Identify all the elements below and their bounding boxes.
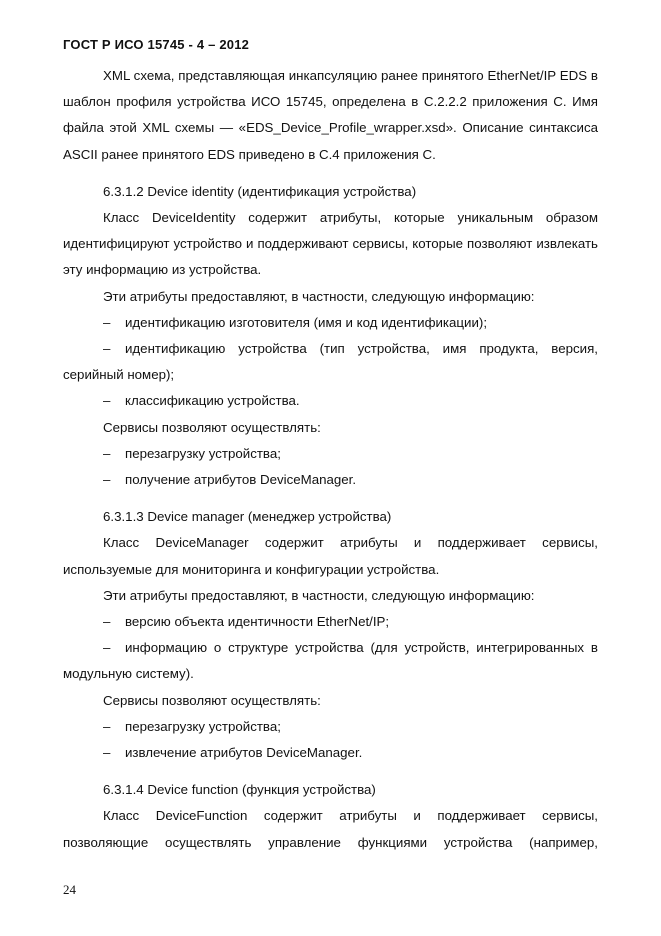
paragraph: Класс DeviceManager содержит атрибуты и поддерживает сервисы, используемые для мониторинга и конфигурации устройства. — [63, 535, 598, 577]
list-item: – идентификацию изготовителя (имя и код идентификации); — [63, 310, 598, 336]
paragraph: Класс DeviceFunction содержит атрибуты и поддерживает сервисы, позволяющие осуществлять управление функциями устройства (например, — [63, 808, 598, 850]
dash-bullet: – — [103, 640, 111, 656]
intro-paragraph: XML схема, представляющая инкапсуляцию ранее принятого EtherNet/IP EDS в шаблон профиля устройства ИСО 15745, определена в С.2.2.2 приложения С. Имя файла этой XML схемы — «EDS_Device_Profile_wrapper.xsd». Описание синтаксиса ASCII ранее принятого EDS приведено в С.4 приложения С. — [63, 68, 598, 162]
section-heading-device-identity: 6.3.1.2 Device identity (идентификация устройства) — [103, 183, 417, 199]
dash-bullet: – — [103, 614, 111, 630]
paragraph: Эти атрибуты предоставляют, в частности, следующую информацию: — [103, 587, 535, 603]
paragraph: Класс DeviceIdentity содержит атрибуты, которые уникальным образом идентифицируют устройство и поддерживают сервисы, которые позволяют извлекать эту информацию из устройства. — [63, 210, 598, 278]
list-item: – перезагрузку устройства; — [63, 441, 598, 467]
dash-bullet: – — [103, 718, 111, 734]
dash-bullet: – — [103, 341, 111, 357]
page-number: 24 — [63, 882, 76, 897]
dash-bullet: – — [103, 445, 111, 461]
standard-header: ГОСТ Р ИСО 15745 - 4 – 2012 — [63, 37, 250, 52]
list-item: – идентификацию устройства (тип устройства, имя продукта, версия, серийный номер); — [63, 336, 598, 388]
dash-bullet: – — [103, 314, 111, 330]
paragraph: Эти атрибуты предоставляют, в частности, следующую информацию: — [103, 288, 535, 304]
list-item: – классификацию устройства. — [63, 388, 598, 414]
dash-bullet: – — [103, 393, 111, 409]
section-heading-device-manager: 6.3.1.3 Device manager (менеджер устройства) — [103, 509, 392, 525]
list-item: – версию объекта идентичности EtherNet/IP; — [63, 609, 598, 635]
page-body — [63, 63, 598, 856]
paragraph: Сервисы позволяют осуществлять: — [103, 692, 321, 708]
list-item: – информацию о структуре устройства (для устройств, интегрированных в модульную систему). — [63, 635, 598, 687]
list-item: – извлечение атрибутов DeviceManager. — [63, 740, 598, 766]
paragraph: Сервисы позволяют осуществлять: — [103, 419, 321, 435]
list-item: – перезагрузку устройства; — [63, 714, 598, 740]
list-item: – получение атрибутов DeviceManager. — [63, 467, 598, 493]
dash-bullet: – — [103, 472, 111, 488]
dash-bullet: – — [103, 745, 111, 761]
section-heading-device-function: 6.3.1.4 Device function (функция устройства) — [103, 782, 376, 798]
